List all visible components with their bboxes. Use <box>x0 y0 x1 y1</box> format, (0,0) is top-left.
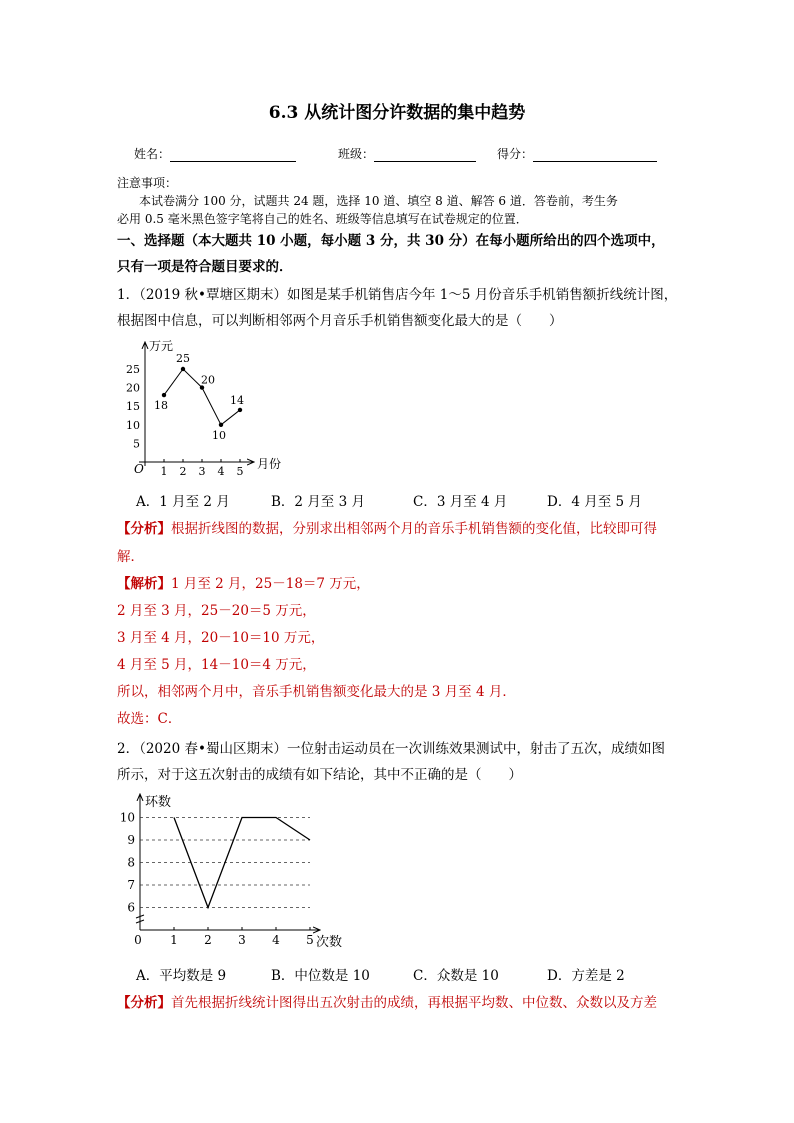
q2-line-chart <box>112 790 362 952</box>
data-label: 14 <box>230 393 244 407</box>
q1-analysis-line-1 <box>117 517 657 537</box>
y-tick-label: 6 <box>127 900 135 915</box>
analysis-tag: 【分析】 <box>117 521 171 537</box>
analysis-tag: 【分析】 <box>117 995 171 1011</box>
q1-line-chart <box>117 338 297 478</box>
q1-solution-line-2: 2 月至 3 月，25－20＝5 万元， <box>117 603 316 619</box>
score-field[interactable] <box>497 145 657 162</box>
y-axis-label: 环数 <box>145 795 172 810</box>
q1-solution-text: 1 月至 2 月，25－18＝7 万元， <box>171 576 370 592</box>
y-tick-label: 25 <box>126 363 140 376</box>
data-label: 18 <box>154 399 168 413</box>
q1-stem-1: 1．（2019 秋•覃塘区期末）如图是某手机销售店今年 1～5 月份音乐手机销售额折线统计图， <box>117 287 678 303</box>
section-heading-2: 只有一项是符合题目要求的． <box>117 259 293 275</box>
score-blank[interactable] <box>533 149 657 162</box>
data-point <box>181 367 185 371</box>
q1-option-b[interactable]: B．2 月至 3 月 <box>271 494 365 510</box>
name-blank[interactable] <box>170 149 296 162</box>
name-field[interactable] <box>134 145 296 162</box>
x-tick-label: 4 <box>217 465 225 478</box>
origin-label: O <box>134 462 144 476</box>
x-tick-label: 1 <box>170 933 178 947</box>
x-tick-label: 1 <box>160 465 168 478</box>
y-axis-label: 万元 <box>149 339 174 353</box>
y-tick-label: 5 <box>133 437 140 451</box>
notes-line-1: 本试卷满分 100 分，试题共 24 题，选择 10 道、填空 8 道、解答 6 道．答卷前，考生务 <box>139 194 618 208</box>
q1-option-a[interactable]: A．1 月至 2 月 <box>136 494 230 510</box>
score-label: 得分： <box>497 147 534 161</box>
x-tick-label: 5 <box>236 465 244 478</box>
data-point <box>238 408 242 412</box>
solution-tag: 【解析】 <box>117 576 171 592</box>
chart-2-plot <box>120 794 342 950</box>
q2-option-c[interactable]: C．众数是 10 <box>413 968 499 984</box>
x-tick-label: 3 <box>238 933 246 947</box>
y-tick-label: 7 <box>127 878 135 892</box>
data-point <box>162 393 166 397</box>
q2-option-b[interactable]: B．中位数是 10 <box>271 968 370 984</box>
x-axis-label: 月份 <box>257 457 282 471</box>
q2-analysis-text: 首先根据折线统计图得出五次射击的成绩，再根据平均数、中位数、众数以及方差 <box>171 995 657 1011</box>
q2-stem-2: 所示，对于这五次射击的成绩有如下结论，其中不正确的是（ ） <box>117 767 522 783</box>
data-label: 20 <box>201 373 215 387</box>
q2-analysis-line-1 <box>117 991 657 1011</box>
q1-solution-line-4: 4 月至 5 月，14－10＝4 万元， <box>117 657 316 673</box>
page-title: 6.3 从统计图分许数据的集中趋势 <box>268 103 526 123</box>
notes-heading: 注意事项： <box>117 176 178 190</box>
data-point <box>219 423 223 427</box>
q1-answer: 故选：C． <box>117 711 182 727</box>
q1-stem-2: 根据图中信息，可以判断相邻两个月音乐手机销售额变化最大的是（ ） <box>117 313 563 329</box>
origin-label: 0 <box>134 933 142 947</box>
q2-stem-1: 2．（2020 春•蜀山区期末）一位射击运动员在一次训练效果测试中，射击了五次，成绩如图 <box>117 741 665 757</box>
q1-analysis-line-2: 解． <box>117 549 144 565</box>
class-label: 班级： <box>338 147 375 161</box>
data-label: 25 <box>176 352 190 365</box>
name-label: 姓名： <box>134 147 171 161</box>
q1-solution-line-1 <box>117 572 370 592</box>
notes-line-2: 必用 0.5 毫米黑色签字笔将自己的姓名、班级等信息填写在试卷规定的位置． <box>117 212 528 226</box>
x-tick-label: 5 <box>306 933 314 947</box>
y-tick-label: 15 <box>126 400 140 414</box>
y-tick-label: 9 <box>127 833 135 847</box>
x-tick-label: 4 <box>272 933 280 947</box>
y-tick-label: 10 <box>119 810 135 825</box>
x-tick-label: 3 <box>198 465 206 478</box>
x-tick-label: 2 <box>179 465 187 478</box>
x-tick-label: 2 <box>204 933 212 947</box>
y-tick-label: 20 <box>126 381 140 395</box>
q1-solution-line-3: 3 月至 4 月，20－10＝10 万元， <box>117 630 325 646</box>
q2-option-a[interactable]: A．平均数是 9 <box>136 968 227 984</box>
data-label: 10 <box>212 428 226 442</box>
chart-1-plot <box>126 339 281 478</box>
class-field[interactable] <box>338 145 476 162</box>
y-tick-label: 10 <box>126 418 140 432</box>
q1-option-d[interactable]: D．4 月至 5 月 <box>547 494 642 510</box>
q1-analysis-text: 根据折线图的数据，分别求出相邻两个月的音乐手机销售额的变化值，比较即可得 <box>171 521 657 537</box>
y-tick-label: 8 <box>127 855 135 870</box>
class-blank[interactable] <box>374 149 476 162</box>
section-heading-1: 一、选择题（本大题共 10 小题，每小题 3 分，共 30 分）在每小题所给出的四个选项中， <box>117 233 665 249</box>
x-axis-label: 次数 <box>316 935 343 950</box>
q1-option-c[interactable]: C．3 月至 4 月 <box>413 494 508 510</box>
q2-option-d[interactable]: D．方差是 2 <box>547 968 625 984</box>
q1-solution-line-5: 所以，相邻两个月中，音乐手机销售额变化最大的是 3 月至 4 月． <box>117 684 516 700</box>
